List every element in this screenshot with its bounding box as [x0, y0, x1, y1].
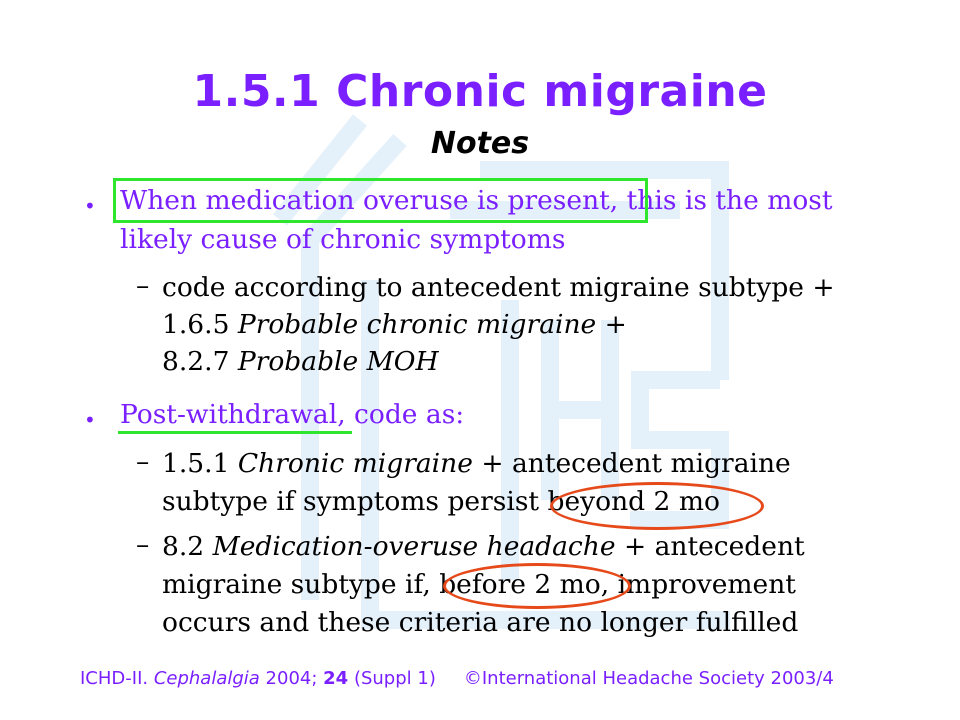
dash-marker: –	[136, 446, 150, 477]
footer-copyright: ©International Headache Society 2003/4	[463, 668, 834, 689]
code-name: Probable chronic migraine	[237, 309, 597, 340]
bullet2-sub2-line1	[162, 529, 805, 564]
footer-citation	[80, 668, 834, 689]
footer-year: 2004;	[259, 668, 324, 689]
bullet2-sub1-line2: subtype if symptoms persist beyond 2 mo	[162, 486, 720, 517]
bullet2-highlight-text: Post-withdrawal	[120, 399, 338, 430]
slide-subtitle: Notes	[430, 126, 530, 161]
bullet1-sub-line2	[162, 307, 627, 342]
code-number: 8.2.7	[162, 346, 238, 377]
footer-prefix: ICHD-II.	[80, 668, 154, 689]
bullet-marker: •	[84, 194, 96, 218]
circle-annotation-beyond-2-mo	[550, 482, 764, 530]
code-rest: + antecedent migraine	[472, 448, 791, 479]
highlight-underline	[118, 431, 352, 434]
highlight-box	[113, 178, 648, 223]
code-name: Medication-overuse headache	[212, 531, 616, 562]
bullet1-sub-line3	[162, 344, 439, 379]
footer-suppl: (Suppl 1)	[348, 668, 436, 689]
dash-marker: –	[136, 529, 150, 560]
bullet1-line1-rest: this is the most	[618, 185, 833, 216]
code-number: 8.2	[162, 531, 213, 562]
code-number: 1.6.5	[162, 309, 238, 340]
slide-title: 1.5.1 Chronic migraine	[192, 66, 768, 117]
code-name: Chronic migraine	[237, 448, 473, 479]
dash-marker: –	[136, 270, 150, 301]
bullet1-sub-line1: code according to antecedent migraine subtype +	[162, 272, 835, 303]
bullet1-line2: likely cause of chronic symptoms	[120, 224, 566, 255]
code-name: Probable MOH	[237, 346, 439, 377]
bullet2-sub2-line3: occurs and these criteria are no longer fulfilled	[162, 607, 799, 638]
code-rest: + antecedent	[615, 531, 805, 562]
code-rest: +	[596, 309, 627, 340]
bullet-marker: •	[84, 408, 96, 432]
bullet2-rest: , code as:	[337, 399, 465, 430]
bullet2-sub2-line2: migraine subtype if, before 2 mo, improvement	[162, 569, 796, 600]
code-number: 1.5.1	[162, 448, 238, 479]
circle-annotation-before-2-mo	[443, 563, 631, 609]
footer-volume: 24	[323, 668, 349, 689]
bullet2-line1	[120, 397, 464, 432]
bullet2-sub1-line1	[162, 446, 791, 481]
footer-journal: Cephalalgia	[153, 668, 260, 689]
bullet1-highlight-text: When medication overuse is present,	[120, 185, 619, 216]
